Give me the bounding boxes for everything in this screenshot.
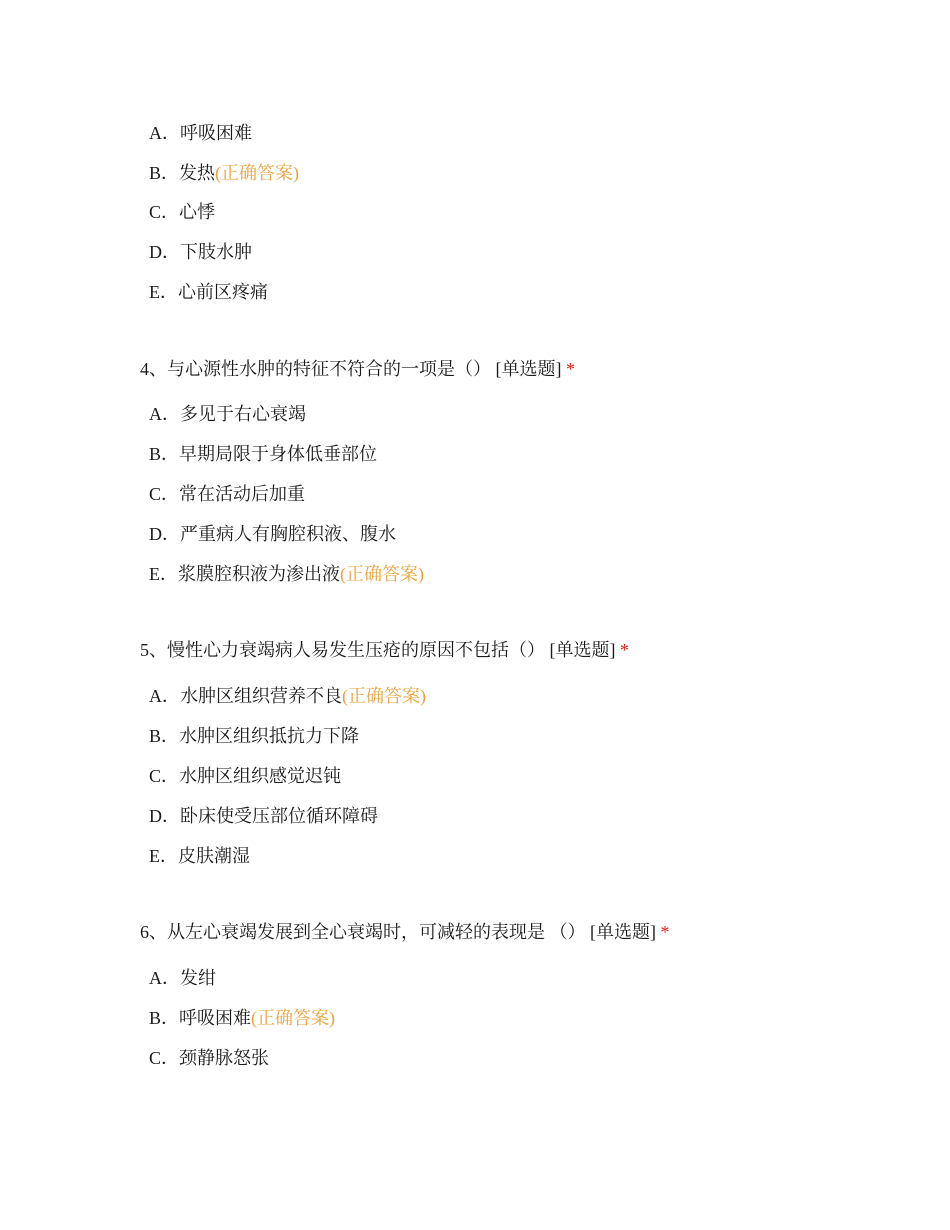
option-text: 发绀 xyxy=(180,968,216,988)
option-a xyxy=(149,400,306,428)
option-text: 常在活动后加重 xyxy=(179,484,306,504)
option-b xyxy=(149,1004,335,1032)
option-text: 呼吸困难 xyxy=(180,123,252,143)
option-c xyxy=(149,198,215,226)
option-text: 早期局限于身体低垂部位 xyxy=(179,444,378,464)
option-letter: E． xyxy=(149,282,178,302)
option-letter: A． xyxy=(149,123,180,143)
option-letter: D． xyxy=(149,524,180,544)
required-mark: * xyxy=(660,922,670,942)
option-text: 发热 xyxy=(179,163,216,183)
option-d xyxy=(149,802,378,830)
option-letter: D． xyxy=(149,242,180,262)
option-letter: E． xyxy=(149,846,178,866)
option-letter: A． xyxy=(149,686,180,706)
option-letter: A． xyxy=(149,404,180,424)
option-e xyxy=(149,842,250,870)
question-title xyxy=(140,636,629,664)
option-d xyxy=(149,238,252,266)
question-title xyxy=(140,355,575,383)
option-text: 多见于右心衰竭 xyxy=(180,404,306,424)
option-letter: C． xyxy=(149,484,180,504)
correct-answer-tag: (正确答案) xyxy=(340,564,424,584)
option-text: 颈静脉怒张 xyxy=(179,1048,270,1068)
option-c xyxy=(149,1044,269,1072)
question-type: [单选题] xyxy=(495,359,562,379)
option-text: 水肿区组织抵抗力下降 xyxy=(179,726,360,746)
option-a xyxy=(149,119,252,147)
correct-answer-tag: (正确答案) xyxy=(215,163,300,183)
required-mark: * xyxy=(620,640,629,660)
question-type: [单选题] xyxy=(549,640,616,660)
correct-answer-tag: (正确答案) xyxy=(342,686,426,706)
option-text: 下肢水肿 xyxy=(180,242,252,262)
option-a xyxy=(149,964,216,992)
option-e xyxy=(149,278,268,306)
option-letter: B． xyxy=(149,1008,180,1028)
option-letter: B． xyxy=(149,444,180,464)
option-letter: C． xyxy=(149,766,180,786)
question-text: 5、慢性心力衰竭病人易发生压疮的原因不包括（） xyxy=(140,640,545,660)
required-mark: * xyxy=(566,359,575,379)
option-text: 浆膜腔积液为渗出液 xyxy=(178,564,340,584)
option-text: 心悸 xyxy=(179,202,216,222)
question-title xyxy=(140,918,670,946)
option-text: 卧床使受压部位循环障碍 xyxy=(180,806,378,826)
option-letter: A． xyxy=(149,968,180,988)
correct-answer-tag: (正确答案) xyxy=(251,1008,336,1028)
option-b xyxy=(149,440,377,468)
question-type: [单选题] xyxy=(590,922,656,942)
option-d xyxy=(149,520,396,548)
option-letter: D． xyxy=(149,806,180,826)
question-text: 6、从左心衰竭发展到全心衰竭时，可减轻的表现是 （） xyxy=(140,922,586,942)
option-letter: B． xyxy=(149,726,180,746)
option-letter: C． xyxy=(149,202,180,222)
option-letter: C． xyxy=(149,1048,180,1068)
option-c xyxy=(149,762,341,790)
option-text: 呼吸困难 xyxy=(179,1008,252,1028)
option-e xyxy=(149,560,424,588)
option-letter: B． xyxy=(149,163,180,183)
option-letter: E． xyxy=(149,564,178,584)
option-text: 水肿区组织营养不良 xyxy=(180,686,342,706)
option-text: 严重病人有胸腔积液、腹水 xyxy=(180,524,396,544)
question-text: 4、与心源性水肿的特征不符合的一项是（） xyxy=(140,359,491,379)
option-c xyxy=(149,480,305,508)
option-text: 皮肤潮湿 xyxy=(178,846,250,866)
option-text: 心前区疼痛 xyxy=(178,282,268,302)
option-b xyxy=(149,722,359,750)
option-text: 水肿区组织感觉迟钝 xyxy=(179,766,342,786)
option-b xyxy=(149,159,299,187)
option-a xyxy=(149,682,426,710)
